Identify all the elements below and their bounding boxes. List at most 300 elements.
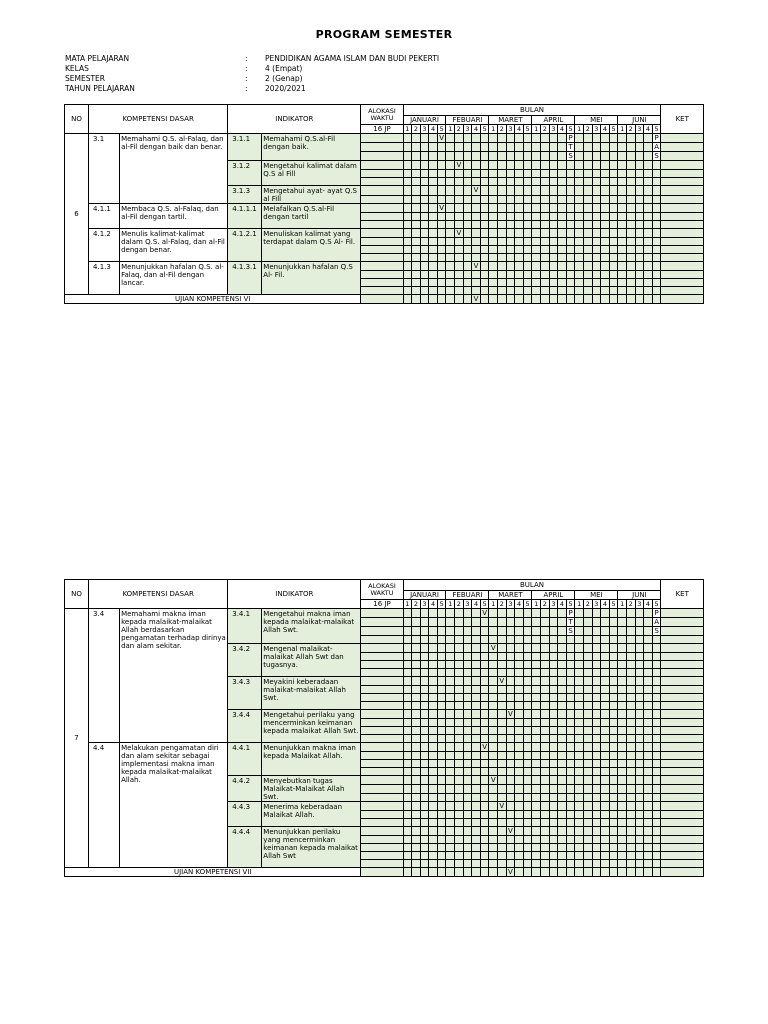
week-cell xyxy=(635,262,644,271)
week-cell xyxy=(437,254,446,262)
indicator-number: 4.4.4 xyxy=(228,827,262,868)
week-cell xyxy=(429,134,438,143)
week-cell xyxy=(652,644,661,653)
week-cell xyxy=(498,743,507,752)
week-cell xyxy=(618,170,627,178)
week-cell xyxy=(532,785,541,793)
week-cell xyxy=(446,143,455,152)
week-cell xyxy=(549,768,558,776)
week-cell xyxy=(558,819,567,827)
week-cell xyxy=(549,618,558,627)
week-cell xyxy=(446,279,455,287)
week-cell xyxy=(558,644,567,653)
week-cell xyxy=(609,238,618,246)
week-cell xyxy=(463,811,472,819)
week-cell xyxy=(583,178,592,186)
week-cell xyxy=(618,686,627,694)
week-cell xyxy=(626,262,635,271)
week-cell xyxy=(566,760,575,768)
ket-cell xyxy=(661,213,704,221)
week-cell xyxy=(626,170,635,178)
week-cell xyxy=(455,627,464,636)
week-cell xyxy=(549,271,558,279)
week-cell xyxy=(532,295,541,304)
week-cell xyxy=(583,238,592,246)
week-number: 4 xyxy=(472,125,481,134)
week-cell xyxy=(601,636,610,644)
week-cell xyxy=(506,295,515,304)
week-cell xyxy=(635,134,644,143)
week-cell xyxy=(463,844,472,852)
week-cell xyxy=(652,204,661,213)
week-cell xyxy=(549,836,558,844)
week-number: 1 xyxy=(618,125,627,134)
week-cell xyxy=(652,760,661,768)
week-cell xyxy=(463,661,472,669)
week-cell xyxy=(489,677,498,686)
info-row-class xyxy=(65,64,439,74)
week-cell xyxy=(609,287,618,295)
week-cell xyxy=(472,719,481,727)
week-cell xyxy=(515,860,524,868)
week-cell xyxy=(583,868,592,877)
week-cell xyxy=(541,229,550,238)
week-cell xyxy=(583,776,592,785)
week-cell xyxy=(583,702,592,710)
week-cell xyxy=(601,221,610,229)
week-cell xyxy=(463,776,472,785)
week-cell xyxy=(592,271,601,279)
week-cell xyxy=(412,752,421,760)
week-cell xyxy=(532,686,541,694)
week-cell xyxy=(601,152,610,161)
week-cell xyxy=(472,271,481,279)
week-cell xyxy=(463,178,472,186)
row-number: 6 xyxy=(65,134,89,295)
week-cell xyxy=(463,719,472,727)
week-cell xyxy=(644,735,653,743)
ket-cell xyxy=(661,609,704,618)
table-row xyxy=(65,204,704,213)
week-cell xyxy=(463,669,472,677)
week-cell xyxy=(532,644,541,653)
week-cell xyxy=(644,246,653,254)
week-cell xyxy=(541,811,550,819)
week-cell xyxy=(575,852,584,860)
week-cell xyxy=(437,827,446,836)
week-cell xyxy=(618,229,627,238)
week-cell xyxy=(618,760,627,768)
week-cell xyxy=(498,661,507,669)
week-cell xyxy=(575,186,584,196)
week-cell xyxy=(583,860,592,868)
week-cell xyxy=(455,852,464,860)
week-cell xyxy=(455,702,464,710)
week-cell xyxy=(446,636,455,644)
kd-text: Memahami Q.S. al-Falaq, dan al-Fil dengan baik dan benar. xyxy=(120,134,228,204)
week-number: 4 xyxy=(644,125,653,134)
week-cell xyxy=(437,710,446,719)
month-header: JUNI xyxy=(618,116,661,125)
week-cell xyxy=(437,661,446,669)
week-cell xyxy=(609,836,618,844)
week-cell xyxy=(506,686,515,694)
week-cell xyxy=(583,694,592,702)
week-cell xyxy=(420,279,429,287)
week-cell xyxy=(429,793,438,801)
week-number: 5 xyxy=(609,600,618,609)
week-number: 4 xyxy=(472,600,481,609)
week-cell xyxy=(455,204,464,213)
week-cell xyxy=(472,609,481,618)
week-cell xyxy=(644,262,653,271)
week-cell xyxy=(429,295,438,304)
week-cell xyxy=(618,178,627,186)
week-cell xyxy=(549,735,558,743)
assessment-note: P xyxy=(566,134,575,143)
week-cell xyxy=(609,152,618,161)
week-cell xyxy=(635,811,644,819)
week-cell xyxy=(592,768,601,776)
week-cell xyxy=(446,793,455,801)
week-cell xyxy=(523,827,532,836)
week-cell xyxy=(575,221,584,229)
week-number: 1 xyxy=(618,600,627,609)
week-cell xyxy=(472,644,481,653)
week-cell xyxy=(558,677,567,686)
week-cell xyxy=(532,661,541,669)
week-cell xyxy=(420,262,429,271)
week-cell xyxy=(489,760,498,768)
week-cell xyxy=(446,627,455,636)
alokasi-cell xyxy=(361,793,403,801)
week-cell xyxy=(558,827,567,836)
week-cell xyxy=(498,860,507,868)
week-cell xyxy=(618,661,627,669)
week-cell xyxy=(498,221,507,229)
week-cell xyxy=(635,279,644,287)
week-cell xyxy=(583,195,592,203)
week-cell xyxy=(566,178,575,186)
week-cell xyxy=(498,827,507,836)
week-cell xyxy=(635,627,644,636)
week-cell xyxy=(515,229,524,238)
week-cell xyxy=(618,719,627,727)
week-cell xyxy=(446,811,455,819)
week-cell xyxy=(566,802,575,811)
week-cell xyxy=(523,295,532,304)
week-cell xyxy=(583,844,592,852)
week-cell xyxy=(549,727,558,735)
info-value: 4 (Empat) xyxy=(265,64,303,73)
week-cell xyxy=(575,811,584,819)
alokasi-cell xyxy=(361,661,403,669)
alokasi-cell xyxy=(361,760,403,768)
week-cell xyxy=(626,636,635,644)
week-cell xyxy=(480,776,489,785)
week-cell xyxy=(429,271,438,279)
week-cell xyxy=(403,229,412,238)
week-cell xyxy=(652,852,661,860)
week-cell xyxy=(429,844,438,852)
week-cell xyxy=(532,802,541,811)
week-number: 1 xyxy=(489,600,498,609)
week-cell xyxy=(463,262,472,271)
week-cell xyxy=(601,802,610,811)
week-cell xyxy=(644,811,653,819)
week-cell xyxy=(463,793,472,801)
week-cell xyxy=(583,785,592,793)
week-cell xyxy=(592,793,601,801)
week-cell xyxy=(583,710,592,719)
week-cell xyxy=(437,186,446,196)
week-cell xyxy=(437,719,446,727)
alokasi-cell xyxy=(361,152,403,161)
week-cell xyxy=(506,836,515,844)
week-cell xyxy=(523,760,532,768)
week-cell xyxy=(506,760,515,768)
week-cell xyxy=(506,178,515,186)
week-cell xyxy=(403,844,412,852)
week-cell xyxy=(463,152,472,161)
week-cell xyxy=(541,644,550,653)
week-cell xyxy=(626,686,635,694)
check-mark: V xyxy=(482,743,488,751)
week-cell xyxy=(515,254,524,262)
week-cell xyxy=(472,279,481,287)
week-cell xyxy=(549,802,558,811)
week-cell xyxy=(412,811,421,819)
week-cell xyxy=(558,618,567,627)
week-cell xyxy=(515,868,524,877)
week-cell xyxy=(506,134,515,143)
week-cell xyxy=(609,279,618,287)
week-cell xyxy=(472,238,481,246)
week-cell xyxy=(455,221,464,229)
alokasi-cell xyxy=(361,279,403,287)
week-cell xyxy=(446,618,455,627)
week-cell xyxy=(506,246,515,254)
week-cell xyxy=(455,694,464,702)
table-row xyxy=(65,134,704,143)
week-cell xyxy=(463,143,472,152)
ket-cell xyxy=(661,644,704,653)
week-cell xyxy=(463,644,472,653)
week-cell xyxy=(463,636,472,644)
month-header: JANUARI xyxy=(403,116,446,125)
week-cell xyxy=(463,860,472,868)
week-cell xyxy=(515,768,524,776)
week-cell xyxy=(412,836,421,844)
week-cell xyxy=(635,295,644,304)
week-cell xyxy=(523,644,532,653)
week-cell xyxy=(566,644,575,653)
week-cell xyxy=(403,868,412,877)
week-cell xyxy=(592,760,601,768)
week-cell xyxy=(609,868,618,877)
week-cell xyxy=(601,213,610,221)
week-cell xyxy=(403,627,412,636)
week-cell xyxy=(515,287,524,295)
alokasi-cell xyxy=(361,229,403,238)
week-cell xyxy=(506,287,515,295)
week-cell xyxy=(515,785,524,793)
week-cell xyxy=(609,752,618,760)
week-cell xyxy=(446,768,455,776)
week-cell xyxy=(412,694,421,702)
week-cell xyxy=(480,279,489,287)
week-number: 4 xyxy=(515,125,524,134)
week-cell xyxy=(558,204,567,213)
week-cell xyxy=(532,271,541,279)
week-cell xyxy=(472,669,481,677)
week-number: 2 xyxy=(412,600,421,609)
week-cell xyxy=(558,195,567,203)
week-cell xyxy=(601,204,610,213)
week-cell xyxy=(532,752,541,760)
week-cell xyxy=(523,618,532,627)
week-cell xyxy=(644,204,653,213)
week-cell xyxy=(558,811,567,819)
week-cell xyxy=(626,644,635,653)
kd-text: Melakukan pengamatan diri dan alam sekitar sebagai implementasi makna iman kepada malaikat-malaikat Allah. xyxy=(120,743,228,868)
week-cell xyxy=(429,735,438,743)
info-sep: : xyxy=(245,84,248,93)
week-cell xyxy=(532,653,541,661)
week-cell xyxy=(592,644,601,653)
header-indikator: INDIKATOR xyxy=(228,105,361,134)
week-cell xyxy=(515,844,524,852)
week-cell xyxy=(575,295,584,304)
week-cell xyxy=(429,178,438,186)
week-cell xyxy=(583,686,592,694)
week-cell xyxy=(403,213,412,221)
week-cell xyxy=(523,653,532,661)
week-cell xyxy=(489,618,498,627)
week-number: 3 xyxy=(635,125,644,134)
week-cell xyxy=(635,686,644,694)
week-cell xyxy=(420,295,429,304)
week-cell xyxy=(566,221,575,229)
week-cell xyxy=(446,844,455,852)
week-cell xyxy=(532,178,541,186)
week-cell xyxy=(635,819,644,827)
week-cell xyxy=(575,178,584,186)
week-cell xyxy=(446,246,455,254)
week-cell xyxy=(609,677,618,686)
week-cell xyxy=(635,204,644,213)
alokasi-cell xyxy=(361,644,403,653)
indicator-text: Mengetahui ayat- ayat Q.S al Fill xyxy=(262,186,361,204)
week-cell xyxy=(480,287,489,295)
week-cell xyxy=(575,161,584,170)
kd-text: Menunjukkan hafalan Q.S. al-Falaq, dan al-Fil dengan lancar. xyxy=(120,262,228,295)
week-cell xyxy=(558,735,567,743)
week-cell xyxy=(566,279,575,287)
week-cell xyxy=(626,661,635,669)
week-cell xyxy=(480,653,489,661)
week-cell xyxy=(472,229,481,238)
ket-cell xyxy=(661,143,704,152)
week-cell xyxy=(609,811,618,819)
kd-number: 3.1 xyxy=(89,134,120,204)
week-cell xyxy=(566,195,575,203)
kd-number: 4.1.3 xyxy=(89,262,120,295)
week-cell xyxy=(446,229,455,238)
week-cell xyxy=(489,661,498,669)
week-cell xyxy=(532,186,541,196)
week-cell xyxy=(532,719,541,727)
week-cell xyxy=(541,170,550,178)
week-cell xyxy=(583,254,592,262)
week-cell xyxy=(609,213,618,221)
ket-cell xyxy=(661,677,704,686)
week-cell xyxy=(455,661,464,669)
week-cell xyxy=(532,627,541,636)
week-cell xyxy=(549,661,558,669)
week-cell xyxy=(532,793,541,801)
ket-cell xyxy=(661,844,704,852)
week-cell xyxy=(635,785,644,793)
week-cell xyxy=(420,627,429,636)
week-cell xyxy=(455,760,464,768)
week-cell xyxy=(566,694,575,702)
info-sep: : xyxy=(245,74,248,83)
ket-cell xyxy=(661,618,704,627)
jp-total: 16 JP xyxy=(361,125,403,134)
week-cell xyxy=(506,702,515,710)
week-cell xyxy=(592,827,601,836)
week-cell xyxy=(403,819,412,827)
header-indikator: INDIKATOR xyxy=(228,580,361,609)
week-cell xyxy=(429,161,438,170)
week-cell xyxy=(532,677,541,686)
alokasi-cell xyxy=(361,719,403,727)
week-cell xyxy=(455,262,464,271)
week-cell xyxy=(601,776,610,785)
week-cell xyxy=(601,819,610,827)
week-cell xyxy=(635,844,644,852)
indicator-text: Menyebutkan tugas Malaikat-Malaikat Allah Swt. xyxy=(262,776,361,802)
week-cell xyxy=(506,776,515,785)
week-cell xyxy=(609,776,618,785)
week-cell xyxy=(644,295,653,304)
week-cell xyxy=(575,195,584,203)
week-cell xyxy=(403,221,412,229)
week-cell xyxy=(549,653,558,661)
week-cell xyxy=(523,170,532,178)
week-number: 3 xyxy=(420,125,429,134)
week-cell xyxy=(592,161,601,170)
week-cell xyxy=(626,152,635,161)
week-cell xyxy=(446,186,455,196)
week-cell xyxy=(463,195,472,203)
week-cell xyxy=(489,238,498,246)
alokasi-cell xyxy=(361,295,403,304)
week-cell xyxy=(463,768,472,776)
week-cell xyxy=(541,238,550,246)
week-cell xyxy=(566,710,575,719)
week-cell xyxy=(644,702,653,710)
week-cell xyxy=(420,170,429,178)
ket-cell xyxy=(661,760,704,768)
week-cell xyxy=(626,819,635,827)
week-cell xyxy=(472,287,481,295)
week-cell xyxy=(437,170,446,178)
week-cell xyxy=(515,669,524,677)
week-cell xyxy=(601,195,610,203)
week-cell xyxy=(652,785,661,793)
